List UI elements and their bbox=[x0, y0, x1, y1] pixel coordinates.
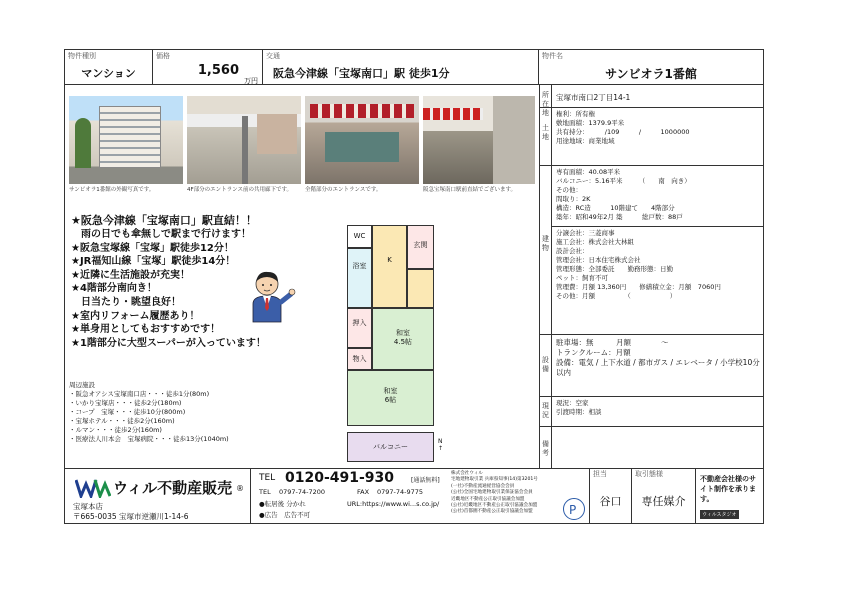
land-details: 権利：所有権 敷地面積：1379.9平米 共有持分： /109 / 1000000 用途地域：商業地域 bbox=[556, 110, 690, 145]
property-flyer bbox=[64, 49, 764, 524]
nearby-item: ・コープ 宝塚・・・徒歩10分(800m) bbox=[69, 408, 186, 416]
corridor-photo bbox=[187, 96, 301, 184]
feature-item: ★阪急今津線「宝塚南口」駅直結！！ bbox=[71, 214, 257, 227]
price-label: 価格 bbox=[156, 52, 170, 60]
land-label: 土地 bbox=[540, 107, 552, 165]
note-2: ●広告 広告不可 bbox=[259, 511, 311, 519]
feature-item: ★近隣に生活施設が充実！ bbox=[71, 269, 190, 281]
feature-item: 日当たり・眺望良好！ bbox=[71, 296, 181, 308]
room-balcony: バルコニー bbox=[347, 432, 434, 462]
status-label: 現況 bbox=[540, 396, 552, 426]
north-arrow-icon: N ↑ bbox=[438, 438, 444, 452]
nearby-item: ・医療法人川本会 宝塚病院・・・徒歩13分(1040m) bbox=[69, 435, 229, 443]
price-unit: 万円 bbox=[244, 77, 258, 85]
deal-block: 取引態様 専任媒介 bbox=[631, 468, 695, 524]
room-washitsu-1 bbox=[372, 308, 434, 370]
company-block bbox=[65, 468, 251, 524]
details-panel bbox=[539, 85, 763, 468]
tel-free-label: TEL bbox=[259, 473, 276, 483]
type-cell bbox=[65, 50, 153, 85]
type-label: 物件種別 bbox=[68, 52, 96, 60]
location-label: 所在地 bbox=[540, 85, 552, 131]
ad-text: 不動産会社様のサイト制作を承ります。 bbox=[700, 475, 756, 503]
nearby-item: ・宝塚ホテル・・・徒歩2分(160m) bbox=[69, 417, 175, 425]
room-bath: 浴室 bbox=[347, 248, 372, 308]
status-details: 現況：空家 引渡時期：相談 bbox=[556, 399, 602, 416]
photo-caption-2: 4F部分のエントランス前の共用廊下です。 bbox=[187, 187, 293, 193]
room-washitsu-2-size: 6帖 bbox=[384, 396, 397, 404]
tel-free-number[interactable]: 0120-491-930 bbox=[285, 470, 395, 486]
tel-number[interactable]: 0797-74-7200 bbox=[279, 488, 326, 496]
tel-free-note: [通話無料] bbox=[411, 477, 440, 484]
staff-block: 担当 谷口 bbox=[589, 468, 631, 524]
access-label: 交通 bbox=[266, 52, 280, 60]
facility-details: 駐車場：無 月額 〜 トランクルーム：月額 設備：電気 / 上下水道 / 都市ガス / エレベータ / 小学校10分以内 bbox=[556, 338, 760, 377]
price-value: 1,560 bbox=[197, 63, 239, 78]
registered-mark: ® bbox=[236, 484, 244, 493]
company-name: ウィル不動産販売 bbox=[113, 479, 233, 497]
nearby-item: ・ルマン・・・徒歩2分(160m) bbox=[69, 426, 162, 434]
building-exterior-photo bbox=[69, 96, 183, 184]
room-entrance: 玄関 bbox=[407, 225, 434, 269]
mascot-illustration bbox=[243, 268, 299, 324]
kitchen-counter bbox=[407, 269, 434, 308]
feature-item: ★阪急宝塚線「宝塚」駅徒歩12分！ bbox=[71, 242, 234, 254]
ad-badge[interactable]: ウィルスタジオ bbox=[702, 512, 737, 518]
access-value: 阪急今津線「宝塚南口」駅 徒歩1分 bbox=[273, 67, 450, 80]
management-details: 分譲会社：三菱商事 施工会社：株式会社大林組 設計会社： 管理会社：日本住宅株式会社 管理形態：全部委託 勤務形態：日勤 ペット：飼育不可 管理費：月額 13,360円 修繕積立金：月額 7060円 その他：月額 （ ） bbox=[556, 229, 721, 300]
nearby-item: ・いかり宝塚店・・・徒歩2分(180m) bbox=[69, 399, 182, 407]
feature-item: 雨の日でも傘無しで駅まで行けます！ bbox=[71, 229, 251, 240]
room-oshiire: 押入 bbox=[347, 308, 372, 348]
feature-item: ★室内リフォーム履歴あり！ bbox=[71, 310, 200, 322]
photo-caption-3: 全階部分のエントランスです。 bbox=[305, 187, 382, 193]
price-cell bbox=[153, 50, 263, 85]
branch-name: 宝塚本店 bbox=[73, 502, 103, 511]
room-wc: WC bbox=[347, 225, 372, 248]
remarks-label: 備考 bbox=[540, 426, 552, 468]
name-label: 物件名 bbox=[542, 52, 563, 60]
building-label: 建物 bbox=[540, 165, 552, 334]
room-monoire: 物入 bbox=[347, 348, 372, 370]
deal-type: 専任媒介 bbox=[641, 495, 686, 508]
nearby-facilities bbox=[69, 381, 229, 444]
fax-label: FAX bbox=[357, 488, 370, 496]
fax-number: 0797-74-9775 bbox=[377, 488, 424, 496]
feature-item: ★単身用としてもおすすめです！ bbox=[71, 324, 221, 336]
room-washitsu-1-size: 4.5帖 bbox=[393, 338, 413, 346]
features-list bbox=[71, 213, 266, 350]
note-1: ●転居後 分かれ bbox=[259, 500, 306, 508]
feature-item: ★4階部分南向き！ bbox=[71, 283, 157, 295]
website-url[interactable]: URL:https://www.wi...s.co.jp/ bbox=[347, 500, 440, 508]
station-photo bbox=[423, 96, 535, 184]
nearby-item: ・阪急オアシス宝塚南口店・・・徒歩1分(80m) bbox=[69, 390, 210, 398]
name-cell bbox=[539, 50, 763, 85]
facility-label: 設備 bbox=[540, 334, 552, 396]
certification-seal-icon bbox=[563, 498, 585, 520]
room-kitchen: K bbox=[372, 225, 407, 308]
access-cell bbox=[263, 50, 539, 85]
entrance-photo bbox=[305, 96, 419, 184]
nearby-title: 周辺施設 bbox=[69, 381, 95, 389]
svg-text:P: P bbox=[569, 503, 577, 517]
ad-block bbox=[695, 468, 763, 524]
type-value: マンション bbox=[81, 67, 136, 80]
building-details: 専有面積：40.08平米 バルコニー：5.16平米 （ 南 向き） その他： 間取り：2K 構造：RC造 10階建て 4階部分 築年：昭和49年2月 築 総戸数：88戸 bbox=[556, 168, 691, 221]
room-washitsu-1-label: 和室 bbox=[396, 329, 410, 337]
company-address: 〒665-0035 宝塚市逆瀬川1-14-6 bbox=[73, 512, 189, 521]
feature-item: ★1階部分に大型スーパーが入っています！ bbox=[71, 337, 266, 349]
contact-block bbox=[251, 468, 451, 524]
staff-name: 谷口 bbox=[599, 495, 622, 508]
license-block: 株式会社ウィル 宅地建物取引業 兵庫県知事(14)第3201号 (一社)不動産流通経営協会会員 (公社)全国宅地建物取引業保証協会会員 近畿地区不動産公正取引協議会加盟 (公社)近畿地区不動産公正取引協議会加盟 (公社)首都圏不動産公正取引協議会加盟 P bbox=[451, 468, 589, 524]
feature-item: ★JR福知山線「宝塚」駅徒歩14分！ bbox=[71, 256, 236, 268]
company-logo-icon bbox=[75, 478, 111, 498]
tel-label: TEL bbox=[259, 488, 271, 496]
room-washitsu-2-label: 和室 bbox=[383, 387, 398, 395]
photo-caption-4: 阪急宝塚南口駅前直結でございます。 bbox=[423, 187, 517, 193]
photo-caption-1: サンビオラ1番館の外観写真です。 bbox=[69, 187, 155, 193]
room-washitsu-2 bbox=[347, 370, 434, 426]
location-value: 宝塚市南口2丁目14-1 bbox=[556, 93, 631, 102]
floor-plan bbox=[341, 220, 449, 472]
name-value: サンビオラ1番館 bbox=[605, 67, 697, 81]
